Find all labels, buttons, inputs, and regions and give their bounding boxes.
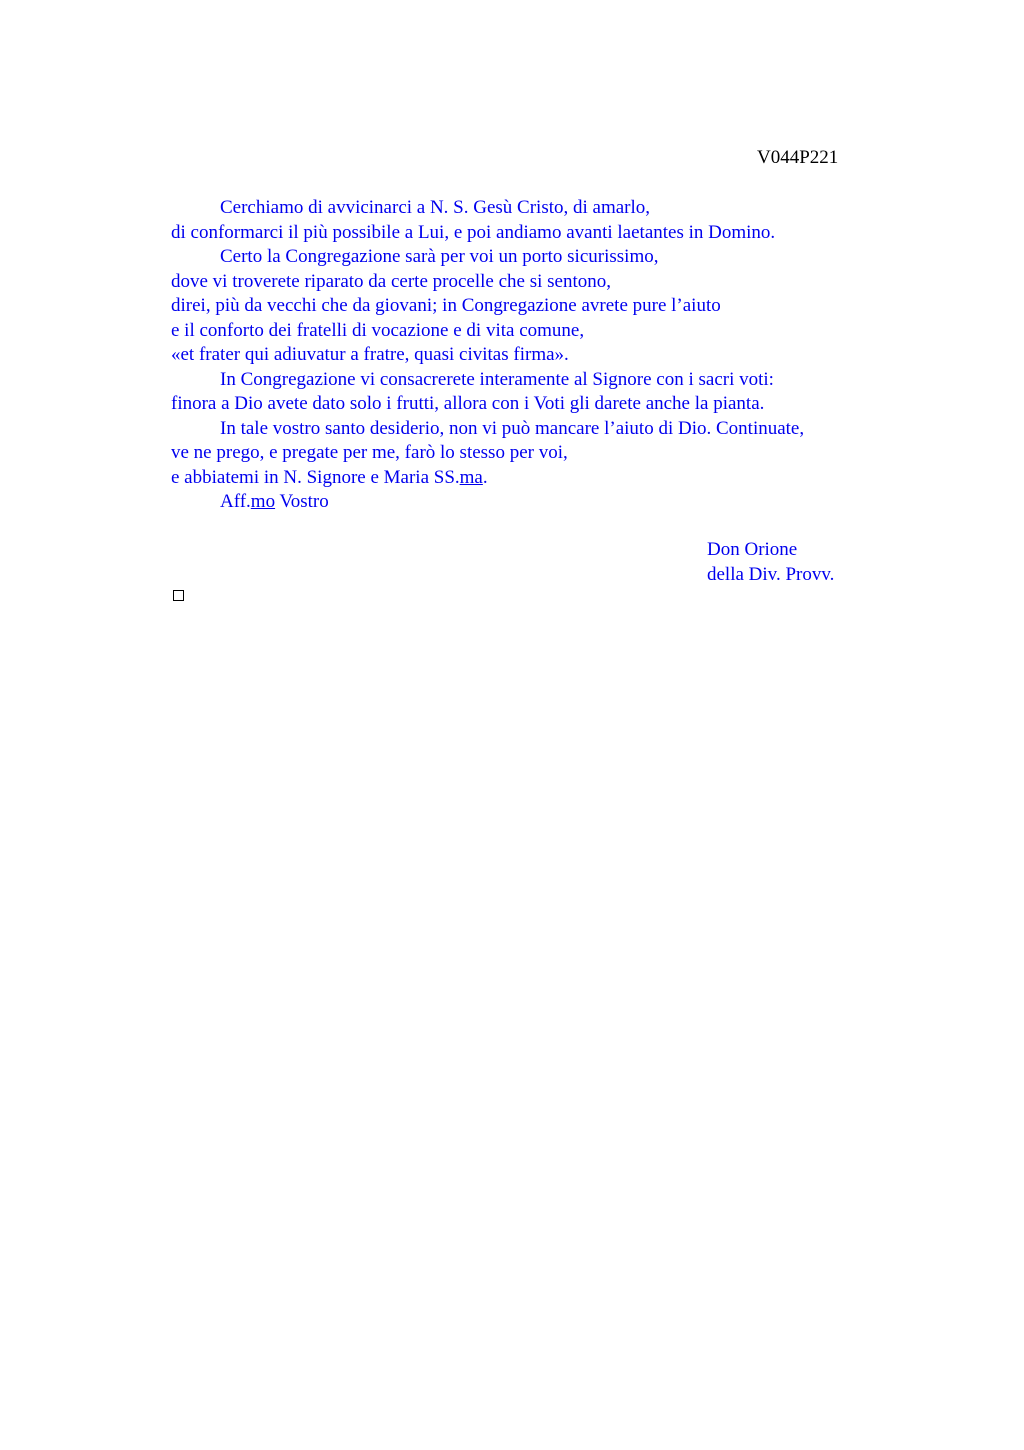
page-id: V044P221: [757, 147, 839, 168]
signature-name: Don Orione: [707, 539, 798, 560]
text-line: «et frater qui adiuvatur a fratre, quasi civitas firma».: [171, 344, 569, 365]
text-line: Cerchiamo di avvicinarci a N. S. Gesù Cristo, di amarlo,: [220, 197, 651, 218]
text-line: e il conforto dei fratelli di vocazione e di vita comune,: [171, 319, 585, 341]
signature-block: [707, 537, 834, 587]
text-line-maria: [171, 466, 871, 491]
text-line: di conformarci il più possibile a Lui, e poi andiamo avanti laetantes in Domino.: [171, 221, 776, 243]
text-segment: e abbiatemi in N. Signore e Maria SS.: [171, 466, 460, 488]
letter-body: [171, 196, 871, 515]
text-line: In Congregazione vi consacrerete interamente al Signore con i sacri voti:: [220, 368, 774, 390]
text-line: finora a Dio avete dato solo i frutti, allora con i Voti gli darete anche la pianta.: [171, 393, 765, 414]
signature-title: della Div. Provv.: [707, 564, 835, 585]
closing-segment: Aff.: [220, 491, 251, 512]
text-line: ve ne prego, e pregate per me, farò lo stesso per voi,: [171, 442, 568, 463]
text-line: Certo la Congregazione sarà per voi un porto sicurissimo,: [220, 246, 659, 267]
text-line: dove vi troverete riparato da certe procelle che si sentono,: [171, 270, 611, 292]
closing-segment: Vostro: [275, 491, 329, 512]
closing-line: [171, 490, 871, 515]
abbreviation-mo: mo: [250, 491, 276, 512]
text-line: In tale vostro santo desiderio, non vi può mancare l’aiuto di Dio. Continuate,: [220, 417, 805, 439]
text-segment: .: [482, 466, 488, 488]
abbreviation-ma: ma: [459, 466, 483, 488]
text-line: direi, più da vecchi che da giovani; in Congregazione avrete pure l’aiuto: [171, 295, 721, 316]
empty-square-icon: [173, 590, 184, 601]
